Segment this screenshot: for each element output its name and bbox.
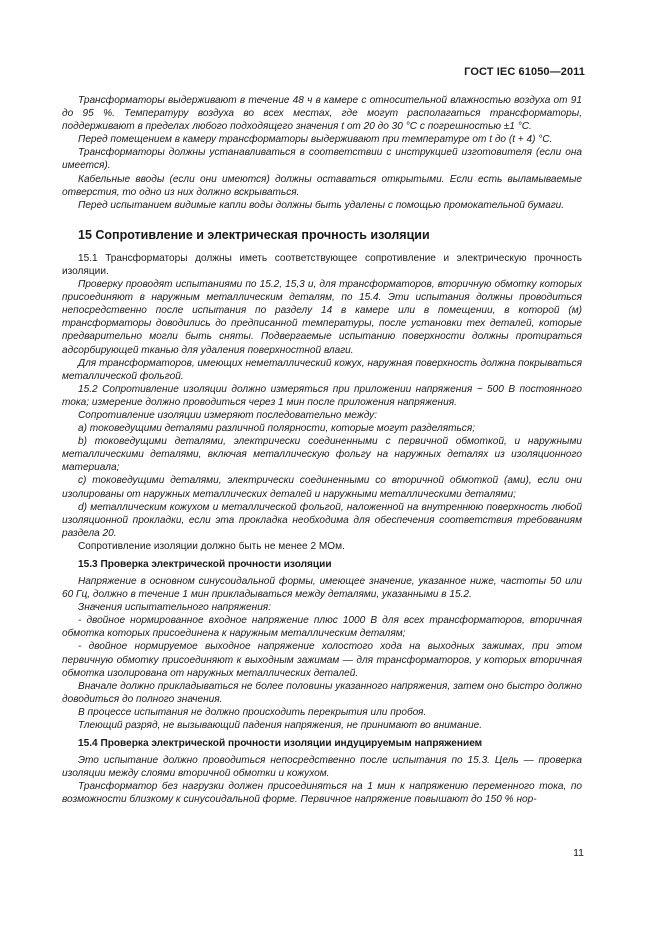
list-item-d: d) металлическим кожухом и металлической фольгой, наложенной на внутреннюю поверхность любой изоляционной прокладки, если эта прокладка необходима для обеспечения соответствия требованиям раздела 20. [62,501,582,539]
paragraph: В процессе испытания не должно происходить перекрытия или пробоя. [78,706,427,718]
paragraph: Трансформаторы выдерживают в течение 48 ч в камере с относительной влажностью воздуха от 91 до 95 %. Температуру воздуха во всех местах, где могут располагаться трансформаторы, поддерживают в пределах любого подходящего значения t от 20 до 30 °С с погрешностью ±1 °С. [62,95,582,133]
paragraph: Напряжение в основном синусоидальной формы, имеющее значение, указанное ниже, частоты 50 или 60 Гц, должно в течение 1 мин прикладываться между деталями, указанными в 15.2. [62,576,582,601]
paragraph: Трансформаторы должны устанавливаться в соответствии с инструкцией изготовителя (если она имеется). [62,147,582,172]
paragraph: Перед испытанием видимые капли воды должны быть удалены с помощью промокательной бумаги. [78,199,565,211]
document-id-header: ГОСТ IEC 61050—2011 [464,66,585,78]
document-body [62,94,582,807]
list-item-c: c) токоведущими деталями, электрически соединенными со вторичной обмоткой (ами), если они изолированы от наружных металлических деталей и наружными металлическими деталями; [62,475,582,500]
paragraph: Вначале должно прикладываться не более половины указанного напряжения, затем оно быстро должно доводиться до полного значения. [62,680,582,705]
paragraph: Перед помещением в камеру трансформаторы выдерживают при температуре от t до (t + 4) °С. [78,134,553,146]
paragraph: Сопротивление изоляции измеряют последовательно между: [78,409,378,421]
list-item-b: b) токоведущими деталями, электрически соединенными с первичной обмоткой, и наружными металлическими деталями, включая металлическую фольгу на наружных деталях из изоляционного материала; [62,436,582,474]
paragraph: Для трансформаторов, имеющих неметаллический кожух, наружная поверхность должна покрываться металлической фольгой. [62,357,582,382]
list-item-a: a) токоведущими деталями различной полярности, которые могут разделяться; [78,423,476,435]
paragraph: Тлеющий разряд, не вызывающий падения напряжения, не принимают во внимание. [78,720,483,732]
paragraph-15-2: 15.2 Сопротивление изоляции должно измеряться при приложении напряжения ~ 500 В постоянного тока; измерение должно проводиться через 1 мин после приложения напряжения. [62,383,582,408]
paragraph: Значения испытательного напряжения: [78,602,272,614]
paragraph: Сопротивление изоляции должно быть не менее 2 МОм. [78,540,345,552]
paragraph: - двойное нормируемое выходное напряжение холостого хода на выходных зажимах, при этом первичную обмотку присоединяют к выходным зажимам — для трансформаторов, у которых вторичная обмотка изолирована от наружных металлических деталей. [62,641,582,679]
paragraph-15-1: 15.1 Трансформаторы должны иметь соответствующее сопротивление и электрическую прочность изоляции. [62,252,582,277]
subsection-15-3-heading: 15.3 Проверка электрической прочности изоляции [78,559,332,570]
subsection-15-4-heading: 15.4 Проверка электрической прочности изоляции индуцируемым напряжением [78,738,483,750]
paragraph: - двойное нормированное входное напряжение плюс 1000 В для всех трансформаторов, вторичная обмотка которых присоединена к наружным металлическим деталям; [62,615,582,640]
paragraph: Трансформатор без нагрузки должен присоединяться на 1 мин к напряжению переменного тока, по возможности близкому к синусоидальной форме. Первичное напряжение повышают до 150 % нор- [62,781,582,806]
section-15-heading: 15 Сопротивление и электрическая прочность изоляции [78,227,430,242]
page-number: 11 [573,847,584,859]
paragraph: Проверку проводят испытаниями по 15.2, 15,3 и, для трансформаторов, вторичную обмотку которых присоединяют в наружным металлическим деталям, по 15.4. Эти испытания должны проводиться непосредственно после испытания по разделу 14 в камере или в помещении, в которой (м) трансформаторы доводились до предписанной температуры, после установки тех деталей, которые предварительно могли быть сняты. Подвергаемые испытанию поверхности должны протираться адсорбирующей тканью для удаления поверхностной влаги. [62,279,582,356]
paragraph: Кабельные вводы (если они имеются) должны оставаться открытыми. Если есть выламываемые отверстия, то одно из них должно вскрываться. [62,173,582,198]
paragraph: Это испытание должно проводиться непосредственно после испытания по 15.3. Цель — проверка изоляции между слоями вторичной обмотки и кожухом. [62,755,582,780]
